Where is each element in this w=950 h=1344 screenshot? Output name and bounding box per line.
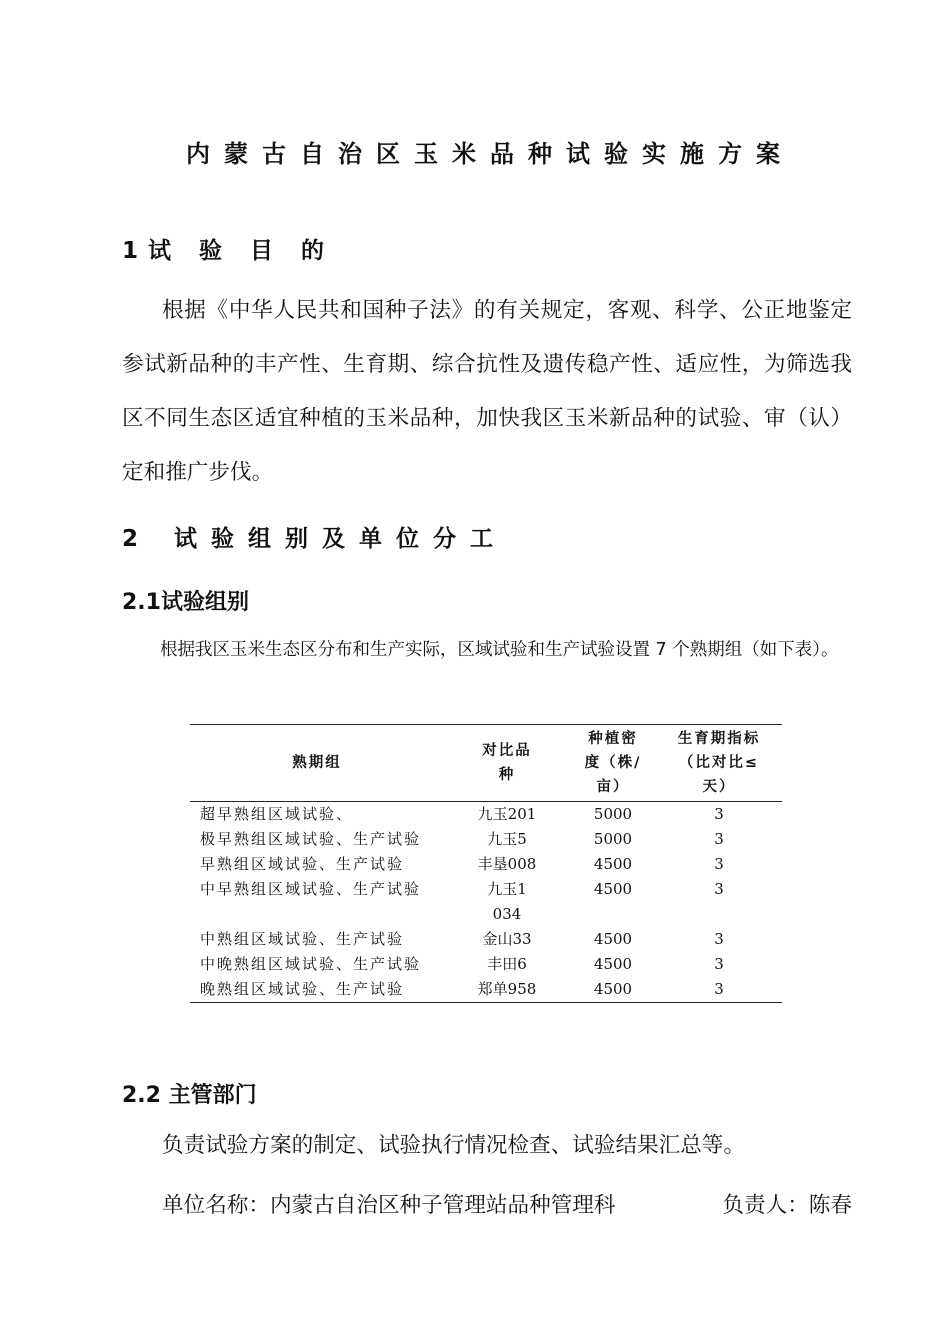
table-row bbox=[190, 927, 782, 952]
table-cell: 3 bbox=[714, 930, 724, 948]
table-row bbox=[190, 977, 782, 1003]
table-cell: 4500 bbox=[593, 855, 633, 873]
table-cell: 极早熟组区域试验、生产试验 bbox=[200, 830, 422, 848]
section-2-1-heading: 2.1试验组别 bbox=[122, 590, 249, 615]
table-header-growth-period: 生育期指标（比对比≤天） bbox=[656, 725, 782, 802]
table-row bbox=[190, 827, 782, 852]
table-cell: 早熟组区域试验、生产试验 bbox=[200, 855, 405, 873]
table-cell: 4500 bbox=[570, 977, 656, 1003]
table-cell: 5000 bbox=[593, 805, 633, 823]
unit-line bbox=[162, 1188, 852, 1219]
table-header-group: 熟期组 bbox=[190, 725, 444, 802]
section-2-1-paragraph: 根据我区玉米生态区分布和生产实际，区域试验和生产试验设置 7 个熟期组（如下表）。 bbox=[160, 640, 839, 660]
maturity-group-table bbox=[190, 724, 782, 1003]
table-cell: 九玉1034 bbox=[487, 880, 527, 923]
table-cell: 郑单958 bbox=[444, 977, 570, 1003]
table-cell: 4500 bbox=[593, 880, 633, 898]
table-cell: 4500 bbox=[593, 955, 633, 973]
table-cell: 3 bbox=[714, 880, 724, 898]
table-header-density: 种植密度（株/亩） bbox=[570, 725, 656, 802]
table-cell: 中熟组区域试验、生产试验 bbox=[200, 930, 405, 948]
table-header-check-variety: 对比品种 bbox=[444, 725, 570, 802]
table-row bbox=[190, 952, 782, 977]
table-row bbox=[190, 852, 782, 877]
table-cell: 中晚熟组区域试验、生产试验 bbox=[200, 955, 422, 973]
table-row bbox=[190, 877, 782, 927]
table-cell: 超早熟组区域试验、 bbox=[200, 805, 354, 823]
table-cell: 九玉201 bbox=[477, 805, 537, 823]
table-cell: 九玉5 bbox=[487, 830, 527, 848]
table-cell: 丰田6 bbox=[487, 955, 527, 973]
section-2-heading: 2 试验组别及单位分工 bbox=[122, 526, 508, 552]
table-cell: 金山33 bbox=[482, 930, 532, 948]
table-cell: 丰垦008 bbox=[477, 855, 537, 873]
table-header-row bbox=[190, 725, 782, 802]
unit-name: 单位名称：内蒙古自治区种子管理站品种管理科 bbox=[162, 1193, 616, 1218]
table-row bbox=[190, 802, 782, 828]
section-1-paragraph: 根据《中华人民共和国种子法》的有关规定，客观、科学、公正地鉴定参试新品种的丰产性、生育期、综合抗性及遗传稳产性、适应性，为筛选我区不同生态区适宜种植的玉米品种，加快我区玉米新品种的试验、审（认）定和推广步伐。 bbox=[122, 298, 852, 485]
table-cell: 3 bbox=[714, 805, 724, 823]
section-1-heading: 1试 验 目 的 bbox=[122, 238, 335, 264]
table-cell: 4500 bbox=[593, 930, 633, 948]
table-cell: 中早熟组区域试验、生产试验 bbox=[200, 880, 422, 898]
section-2-2-heading: 2.2 主管部门 bbox=[122, 1083, 257, 1108]
section-2-2-paragraph: 负责试验方案的制定、试验执行情况检查、试验结果汇总等。 bbox=[162, 1133, 746, 1158]
table-cell: 3 bbox=[714, 955, 724, 973]
table-cell: 3 bbox=[656, 977, 782, 1003]
responsible-person: 负责人：陈春 bbox=[722, 1193, 852, 1218]
table-cell: 5000 bbox=[593, 830, 633, 848]
document-title: 内蒙古自治区玉米品种试验实施方案 bbox=[186, 140, 794, 168]
table-cell: 3 bbox=[714, 830, 724, 848]
table-cell: 晚熟组区域试验、生产试验 bbox=[190, 977, 444, 1003]
table-cell: 3 bbox=[714, 855, 724, 873]
